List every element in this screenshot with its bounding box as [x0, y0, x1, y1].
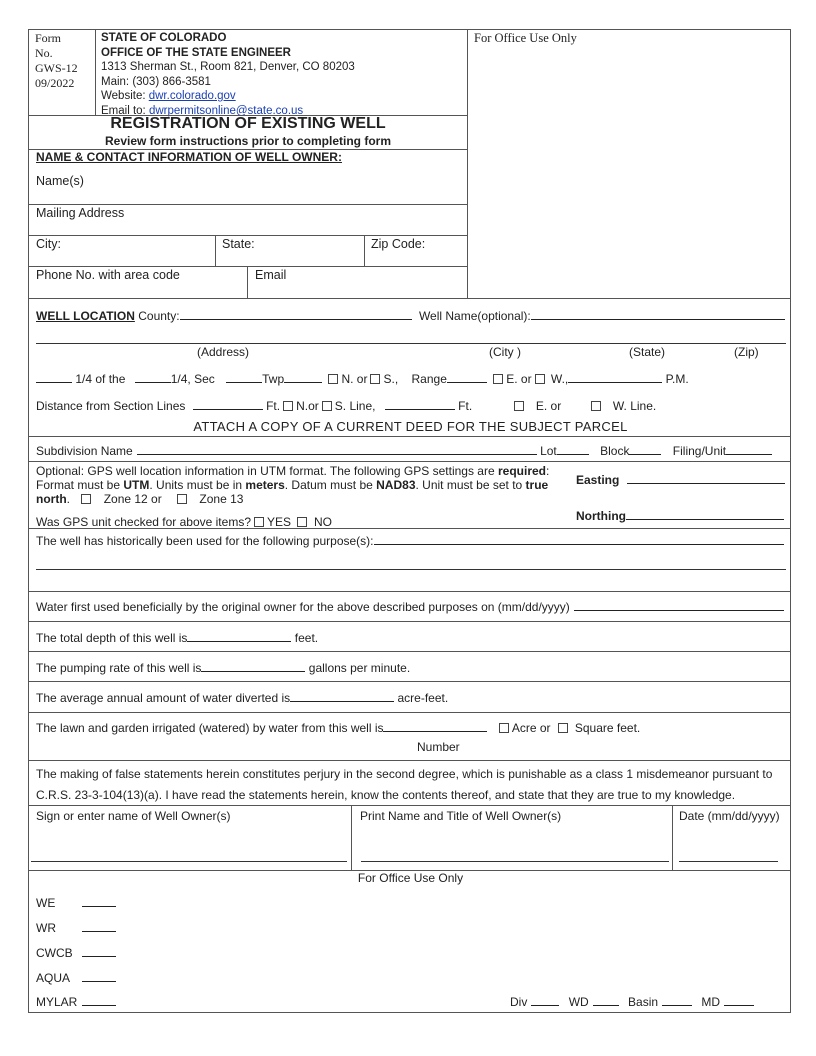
rule	[29, 805, 790, 806]
annual-unit: acre-feet.	[397, 691, 449, 705]
owner-section-heading: NAME & CONTACT INFORMATION OF WELL OWNER:	[36, 150, 342, 164]
gps-yes-checkbox[interactable]	[254, 517, 264, 527]
northing-field[interactable]	[626, 508, 784, 520]
mylar-label: MYLAR	[36, 995, 78, 1009]
rule	[29, 461, 790, 462]
location-row-county	[36, 308, 785, 323]
pumping-field[interactable]	[201, 660, 305, 672]
form-title: REGISTRATION OF EXISTING WELL	[110, 115, 386, 132]
section-field[interactable]	[226, 371, 262, 383]
north-line-checkbox[interactable]	[283, 401, 293, 411]
sign-label: Sign or enter name of Well Owner(s)	[36, 809, 231, 823]
owner-names-label[interactable]: Name(s)	[36, 174, 84, 188]
n-or-label: N.or	[296, 399, 319, 413]
subdivision-label: Subdivision Name	[36, 444, 133, 458]
rule	[29, 204, 467, 205]
easting-label: Easting	[576, 473, 620, 487]
gps-north: north	[36, 492, 67, 506]
sqft-checkbox[interactable]	[558, 723, 568, 733]
form-frame	[28, 29, 791, 1013]
wr-row	[36, 920, 116, 935]
west-checkbox[interactable]	[535, 374, 545, 384]
zone-13-checkbox[interactable]	[177, 494, 187, 504]
rule	[29, 235, 467, 236]
address-caption: (Address)	[197, 345, 250, 359]
ft-label-2: Ft.	[458, 399, 473, 413]
ns-distance-field[interactable]	[193, 398, 263, 410]
gps-true: true	[525, 478, 549, 492]
rule	[29, 760, 790, 761]
rule	[29, 681, 790, 682]
md-field[interactable]	[724, 994, 754, 1006]
gps-period: .	[66, 492, 70, 506]
form-label: Form	[35, 31, 62, 45]
state-divider	[364, 235, 365, 266]
east-line-checkbox[interactable]	[514, 401, 524, 411]
we-row	[36, 895, 116, 910]
depth-unit: feet.	[294, 631, 319, 645]
gps-intro: Optional: GPS well location information in UTM format. The following GPS settings are	[36, 464, 498, 478]
e-or-label: E. or	[535, 399, 562, 413]
agency-state: STATE OF COLORADO	[101, 32, 227, 44]
owner-email-label[interactable]: Email	[255, 268, 287, 282]
mylar-row	[36, 994, 116, 1009]
signature-field[interactable]	[31, 861, 347, 862]
filing-label: Filing/Unit	[672, 444, 727, 458]
east-label: E. or	[506, 372, 532, 386]
website-label: Website:	[101, 90, 146, 102]
gps-required: required	[497, 464, 546, 478]
quarter-quarter-field[interactable]	[36, 371, 72, 383]
first-used-field[interactable]	[574, 599, 784, 611]
wr-label: WR	[36, 921, 56, 935]
purpose-line-2[interactable]	[36, 569, 786, 570]
south-label: S.,	[383, 372, 399, 386]
form-number-block	[35, 31, 78, 91]
city-divider	[215, 235, 216, 266]
md-label: MD	[701, 995, 721, 1009]
south-checkbox[interactable]	[370, 374, 380, 384]
gps-meters: meters	[245, 478, 285, 492]
purpose-label: The well has historically been used for the following purpose(s):	[36, 534, 374, 548]
depth-label: The total depth of this well is	[36, 631, 188, 645]
northing-label: Northing	[576, 509, 626, 523]
east-checkbox[interactable]	[493, 374, 503, 384]
mailing-address-label[interactable]: Mailing Address	[36, 206, 125, 220]
gps-checked-row	[36, 515, 332, 529]
pumping-row	[36, 660, 410, 675]
well-name-label: Well Name(optional):	[418, 309, 531, 323]
rule	[29, 591, 790, 592]
we-label: WE	[36, 896, 56, 910]
address-line[interactable]	[36, 343, 786, 344]
depth-field[interactable]	[187, 630, 291, 642]
rule	[29, 298, 790, 299]
phone-divider	[247, 266, 248, 298]
gps-format: Format must be	[36, 478, 124, 492]
print-name-label: Print Name and Title of Well Owner(s)	[360, 809, 562, 823]
email-label: Email to:	[101, 104, 146, 117]
rule	[29, 266, 467, 267]
quarter-sec-label: 1/4, Sec	[170, 372, 215, 386]
div-row	[510, 994, 754, 1009]
lawn-label: The lawn and garden irrigated (watered) by water from this well is	[36, 721, 384, 735]
block-field[interactable]	[629, 443, 661, 455]
sig-divider-2	[672, 805, 673, 870]
quarter-field[interactable]	[135, 371, 171, 383]
annual-label: The average annual amount of water diverted is	[36, 691, 291, 705]
easting-field[interactable]	[627, 472, 785, 484]
form-subtitle: Review form instructions prior to completing form	[104, 134, 392, 148]
location-row-plss	[36, 371, 689, 386]
purpose-field[interactable]	[374, 533, 784, 545]
w-line-label: W. Line.	[612, 399, 657, 413]
form-no-label: No.	[35, 46, 53, 60]
county-label: County:	[138, 309, 180, 323]
date-field[interactable]	[679, 861, 778, 862]
mylar-field[interactable]	[82, 994, 116, 1006]
phone-label[interactable]: Phone No. with area code	[36, 268, 180, 282]
range-label: Range	[411, 372, 447, 386]
rule	[29, 712, 790, 713]
west-line-checkbox[interactable]	[591, 401, 601, 411]
attestation-line-1: The making of false statements herein constitutes perjury in the second degree, which is punishable as a class 1 misdemeanor pursuant to	[36, 767, 773, 781]
pumping-unit: gallons per minute.	[308, 661, 411, 675]
range-field[interactable]	[447, 371, 487, 383]
zip-caption: (Zip)	[734, 345, 759, 359]
office-use-bottom-heading: For Office Use Only	[357, 871, 464, 885]
basin-label: Basin	[628, 995, 659, 1009]
gps-no-checkbox[interactable]	[297, 517, 307, 527]
email-link[interactable]: dwrpermitsonline@state.co.us	[148, 104, 304, 117]
sqft-label: Square feet.	[574, 721, 641, 735]
city-label[interactable]: City:	[36, 237, 61, 251]
pumping-label: The pumping rate of this well is	[36, 661, 202, 675]
pm-field[interactable]	[568, 371, 662, 383]
rule	[29, 651, 790, 652]
block-label: Block	[600, 444, 630, 458]
deed-notice: ATTACH A COPY OF A CURRENT DEED FOR THE SUBJECT PARCEL	[193, 419, 628, 434]
pm-label: P.M.	[665, 372, 689, 386]
north-label: N. or	[341, 372, 368, 386]
first-used-label: Water first used beneficially by the original owner for the above described purposes on (mm/dd/yyyy)	[36, 600, 570, 614]
distance-label: Distance from Section Lines	[36, 399, 186, 413]
cwcb-label: CWCB	[36, 946, 73, 960]
filing-field[interactable]	[726, 443, 772, 455]
office-use-top-label: For Office Use Only	[474, 31, 577, 45]
website-link[interactable]: dwr.colorado.gov	[148, 90, 236, 102]
wd-label: WD	[568, 995, 589, 1009]
div-field[interactable]	[531, 994, 559, 1006]
easting-row	[576, 472, 785, 487]
state-label[interactable]: State:	[222, 237, 255, 251]
we-field[interactable]	[82, 895, 116, 907]
rule	[29, 436, 790, 437]
gps-datum: . Datum must be	[284, 478, 377, 492]
wr-field[interactable]	[82, 920, 116, 932]
form-id: GWS-12	[35, 61, 78, 75]
location-row-distance	[36, 398, 656, 413]
gps-nad83: NAD83	[376, 478, 416, 492]
lawn-field[interactable]	[383, 720, 487, 732]
header-divider	[95, 30, 96, 115]
aqua-field[interactable]	[82, 970, 116, 982]
north-checkbox[interactable]	[328, 374, 338, 384]
date-label: Date (mm/dd/yyyy)	[679, 809, 780, 823]
zone-13-label: Zone 13	[199, 492, 244, 506]
aqua-label: AQUA	[36, 971, 71, 985]
div-label: Div	[510, 995, 528, 1009]
agency-address: 1313 Sherman St., Room 821, Denver, CO 80203	[101, 61, 355, 73]
cwcb-row	[36, 945, 116, 960]
gps-utm: UTM	[123, 478, 150, 492]
s-line-label: S. Line,	[334, 399, 376, 413]
annual-field[interactable]	[290, 690, 394, 702]
state-caption: (State)	[629, 345, 666, 359]
depth-row	[36, 630, 318, 645]
annual-row	[36, 690, 448, 705]
basin-field[interactable]	[662, 994, 692, 1006]
west-label: W.,	[550, 372, 569, 386]
south-line-checkbox[interactable]	[322, 401, 332, 411]
zip-label[interactable]: Zip Code:	[371, 237, 426, 251]
well-location-heading: WELL LOCATION	[36, 309, 135, 323]
lot-field[interactable]	[557, 443, 589, 455]
attestation	[36, 764, 772, 806]
number-caption: Number	[417, 740, 460, 754]
office-column-divider	[467, 30, 468, 298]
gps-colon: :	[546, 464, 550, 478]
form-date: 09/2022	[35, 76, 75, 90]
county-field[interactable]	[180, 308, 412, 320]
purpose-row	[36, 533, 784, 548]
aqua-row	[36, 970, 116, 985]
lot-label: Lot	[540, 444, 557, 458]
rule	[29, 621, 790, 622]
gps-instructions	[36, 464, 566, 506]
acre-checkbox[interactable]	[499, 723, 509, 733]
first-used-row	[36, 599, 784, 614]
rule	[29, 528, 790, 529]
subdivision-row	[36, 443, 772, 458]
attestation-line-2: C.R.S. 23-3-104(13)(a). I have read the statements herein, know the contents thereof, and state that they are true to my knowledge.	[36, 788, 736, 802]
subdivision-field[interactable]	[137, 443, 537, 455]
quarter-of-label: 1/4 of the	[75, 372, 126, 386]
ft-label: Ft.	[266, 399, 281, 413]
twp-label: Twp	[262, 372, 285, 386]
agency-phone: Main: (303) 866-3581	[101, 75, 211, 88]
gps-checked-question: Was GPS unit checked for above items?	[36, 515, 251, 529]
well-name-field[interactable]	[531, 308, 785, 320]
gps-units: . Units must be in	[149, 478, 246, 492]
zone-12-label: Zone 12 or	[103, 492, 162, 506]
city-caption: (City )	[489, 345, 521, 359]
cwcb-field[interactable]	[82, 945, 116, 957]
ew-distance-field[interactable]	[385, 398, 455, 410]
northing-row	[576, 508, 784, 523]
township-field[interactable]	[284, 371, 322, 383]
gps-yes-label: YES	[267, 515, 292, 529]
sig-divider-1	[351, 805, 352, 870]
agency-block	[101, 31, 355, 118]
lawn-row	[36, 720, 640, 735]
print-name-field[interactable]	[361, 861, 669, 862]
gps-no-label: NO	[314, 515, 333, 529]
wd-field[interactable]	[593, 994, 619, 1006]
gps-unit-set: . Unit must be set to	[415, 478, 526, 492]
zone-12-checkbox[interactable]	[81, 494, 91, 504]
agency-office: OFFICE OF THE STATE ENGINEER	[101, 46, 291, 59]
acre-label: Acre or	[511, 721, 551, 735]
